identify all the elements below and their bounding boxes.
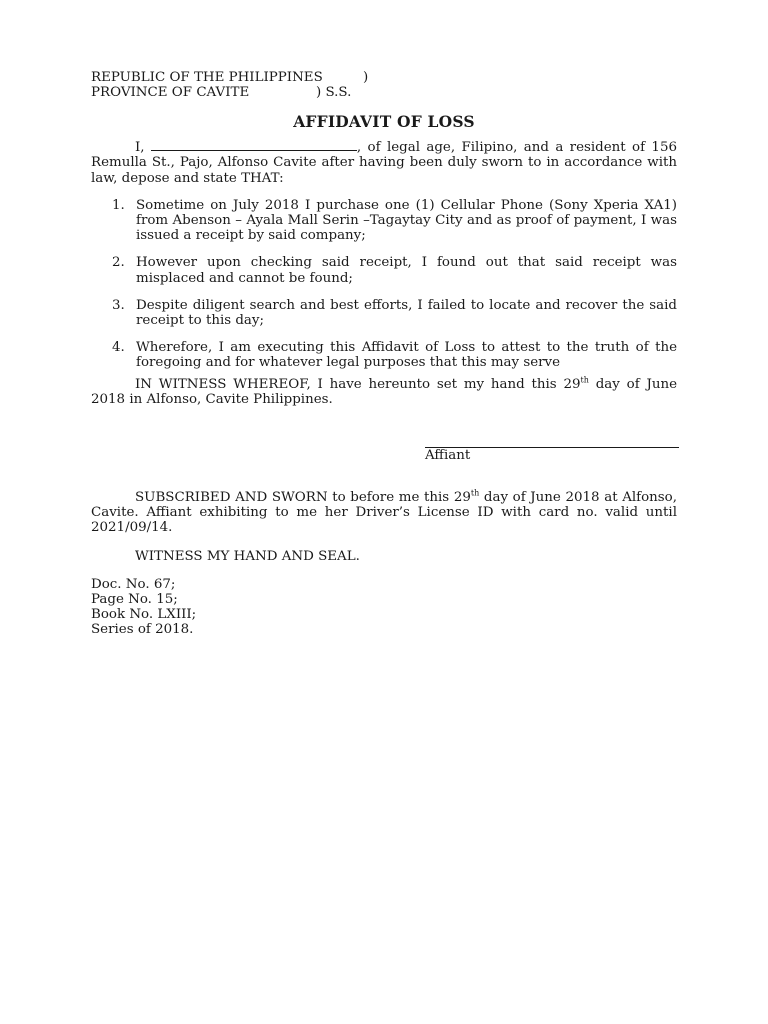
statement-number: 3. bbox=[112, 297, 125, 313]
statement-item bbox=[91, 340, 677, 370]
venue-bracket: ) bbox=[363, 70, 369, 85]
statement-text: Wherefore, I am executing this Affidavit of Loss to attest to the truth of the foregoing and for whatever legal purposes that this may serve bbox=[136, 340, 677, 371]
jurat-text-before: SUBSCRIBED AND SWORN to before me this 29 bbox=[135, 490, 471, 505]
intro-prefix: I, bbox=[135, 140, 145, 156]
witness-ordinal: th bbox=[580, 375, 589, 385]
notarial-register-info bbox=[91, 577, 677, 638]
statement-text: Despite diligent search and best efforts, I failed to locate and recover the said receipt to this day; bbox=[136, 297, 677, 329]
jurat-paragraph bbox=[91, 490, 677, 536]
book-number: Book No. LXIII; bbox=[91, 607, 197, 623]
statement-text: Sometime on July 2018 I purchase one (1) Cellular Phone (Sony Xperia XA1) from Abenson – Ayala Mall Serin –Tagaytay City and as proof of payment, I was issued a receipt by said company; bbox=[136, 197, 677, 244]
statement-list bbox=[91, 198, 677, 371]
jurat-section bbox=[91, 490, 677, 638]
page-number: Page No. 15; bbox=[91, 592, 178, 608]
intro-text: , of legal age, Filipino, and a resident of 156 Remulla St., Pajo, Alfonso Cavite after having been duly sworn to in accordance with law, depose and state THAT: bbox=[91, 140, 677, 186]
venue-line-province bbox=[91, 85, 677, 100]
name-blank bbox=[151, 139, 357, 151]
jurat-ordinal: th bbox=[470, 488, 480, 498]
statement-text: However upon checking said receipt, I found out that said receipt was misplaced and cannot be found; bbox=[136, 255, 677, 286]
doc-number: Doc. No. 67; bbox=[91, 576, 176, 592]
statement-item bbox=[91, 255, 677, 285]
statement-item bbox=[91, 198, 677, 244]
jurat-text-after: day of June 2018 at Alfonso, Cavite. Affiant exhibiting to me her Driver’s License ID with card no. valid until 2021/09/14. bbox=[91, 490, 677, 536]
affiant-signature-block bbox=[425, 447, 679, 463]
witness-text-before: IN WITNESS WHEREOF, I have hereunto set my hand this 29 bbox=[135, 376, 581, 392]
document-title: AFFIDAVIT OF LOSS bbox=[293, 112, 475, 131]
statement-number: 4. bbox=[112, 340, 125, 356]
witness-paragraph bbox=[91, 377, 677, 407]
venue-ss: ) S.S. bbox=[316, 85, 352, 100]
witness-seal-line: WITNESS MY HAND AND SEAL. bbox=[135, 548, 360, 564]
affidavit-page bbox=[91, 70, 677, 638]
affiant-label: Affiant bbox=[425, 448, 471, 463]
statement-number: 1. bbox=[112, 197, 125, 213]
intro-paragraph bbox=[91, 139, 677, 186]
venue-line-republic bbox=[91, 70, 677, 85]
venue-country: REPUBLIC OF THE PHILIPPINES bbox=[91, 70, 323, 85]
statement-item bbox=[91, 298, 677, 328]
statement-number: 2. bbox=[112, 255, 125, 271]
witness-text-after: day of June 2018 in Alfonso, Cavite Philippines. bbox=[91, 376, 677, 407]
venue-province: PROVINCE OF CAVITE bbox=[91, 85, 250, 100]
series-year: Series of 2018. bbox=[91, 622, 194, 638]
